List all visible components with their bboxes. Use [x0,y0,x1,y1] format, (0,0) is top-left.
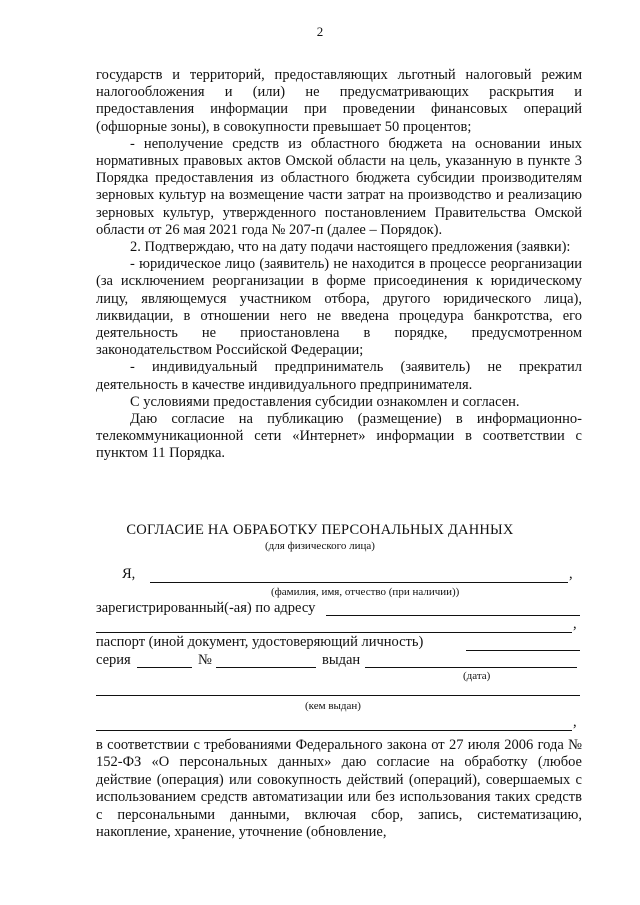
address-field-line-2[interactable] [96,632,572,633]
paragraph-offshore: государств и территорий, предоставляющих льготный налоговый режим налогообложения и (или) не предусматривающих раскрытия и предоставления информации при проведении финансовых операций (офшорные зоны), в совокупности превышает 50 процентов; [96,67,582,135]
number-label: № [198,652,212,668]
paragraph-legal-entity: - юридическое лицо (заявитель) не находится в процессе реорганизации (за исключением реорганизации в форме присоединения к юридическому лицу, являющемуся участником отбора, другого юридического лица), ликвидации, в отношении него не введена процедура банкротства, его деятельность не приостановлена в порядке, предусмотренном законодательством Российской Федерации; [96,256,582,359]
issued-label: выдан [322,652,361,668]
date-caption: (дата) [463,670,491,682]
consent-title: СОГЛАСИЕ НА ОБРАБОТКУ ПЕРСОНАЛЬНЫХ ДАННЫХ [126,522,514,538]
fio-caption: (фамилия, имя, отчество (при наличии)) [271,586,460,598]
issuer-end-comma: , [573,714,577,730]
paragraph-entrepreneur: - индивидуальный предприниматель (заявитель) не прекратил деятельность в качестве индивидуального предпринимателя. [96,359,582,393]
series-field[interactable] [137,667,192,668]
fio-end-comma: , [569,566,573,582]
number-field[interactable] [216,667,316,668]
issuer-field-line-1[interactable] [96,695,580,696]
issued-date-field[interactable] [365,667,577,668]
consent-subtitle: (для физического лица) [265,540,375,552]
passport-field[interactable] [466,650,580,651]
series-label: серия [96,652,131,668]
paragraph-conditions: С условиями предоставления субсидии ознакомлен и согласен. [130,393,520,410]
page-number: 2 [316,24,324,39]
ya-label: Я, [122,566,136,582]
fio-field[interactable] [150,582,568,583]
address-field-line-1[interactable] [326,615,580,616]
registered-label: зарегистрированный(-ая) по адресу [96,600,316,616]
passport-label: паспорт (иной документ, удостоверяющий личность) [96,634,424,650]
paragraph-confirm: 2. Подтверждаю, что на дату подачи настоящего предложения (заявки): [130,239,571,256]
paragraph-publication-consent: Даю согласие на публикацию (размещение) в информационно-телекоммуникационной сети «Интернет» информации в соответствии с пунктом 11 Порядка. [96,411,582,462]
issuer-field-line-2[interactable] [96,730,572,731]
paragraph-no-funds: - неполучение средств из областного бюджета на основании иных нормативных правовых актов Омской области на цель, указанную в пункте 3 Порядка предоставления из областного бюджета субсидии производителям зерновых культур на возмещение части затрат на производство и реализацию зерновых культур, утвержденного постановлением Правительства Омской области от 26 мая 2021 года № 207-п (далее – Порядок). [96,135,582,238]
issuer-caption: (кем выдан) [305,700,361,712]
address-end-comma: , [573,616,577,632]
body-text [96,67,582,463]
consent-closing-paragraph: в соответствии с требованиями Федерального закона от 27 июля 2006 года № 152-ФЗ «О персональных данных» даю согласие на обработку (любое действие (операция) или совокупность действий (операций), совершаемых с использованием средств автоматизации или без использования таких средств с персональными данными, включая сбор, запись, систематизацию, накопление, хранение, уточнение (обновление, [96,737,582,841]
